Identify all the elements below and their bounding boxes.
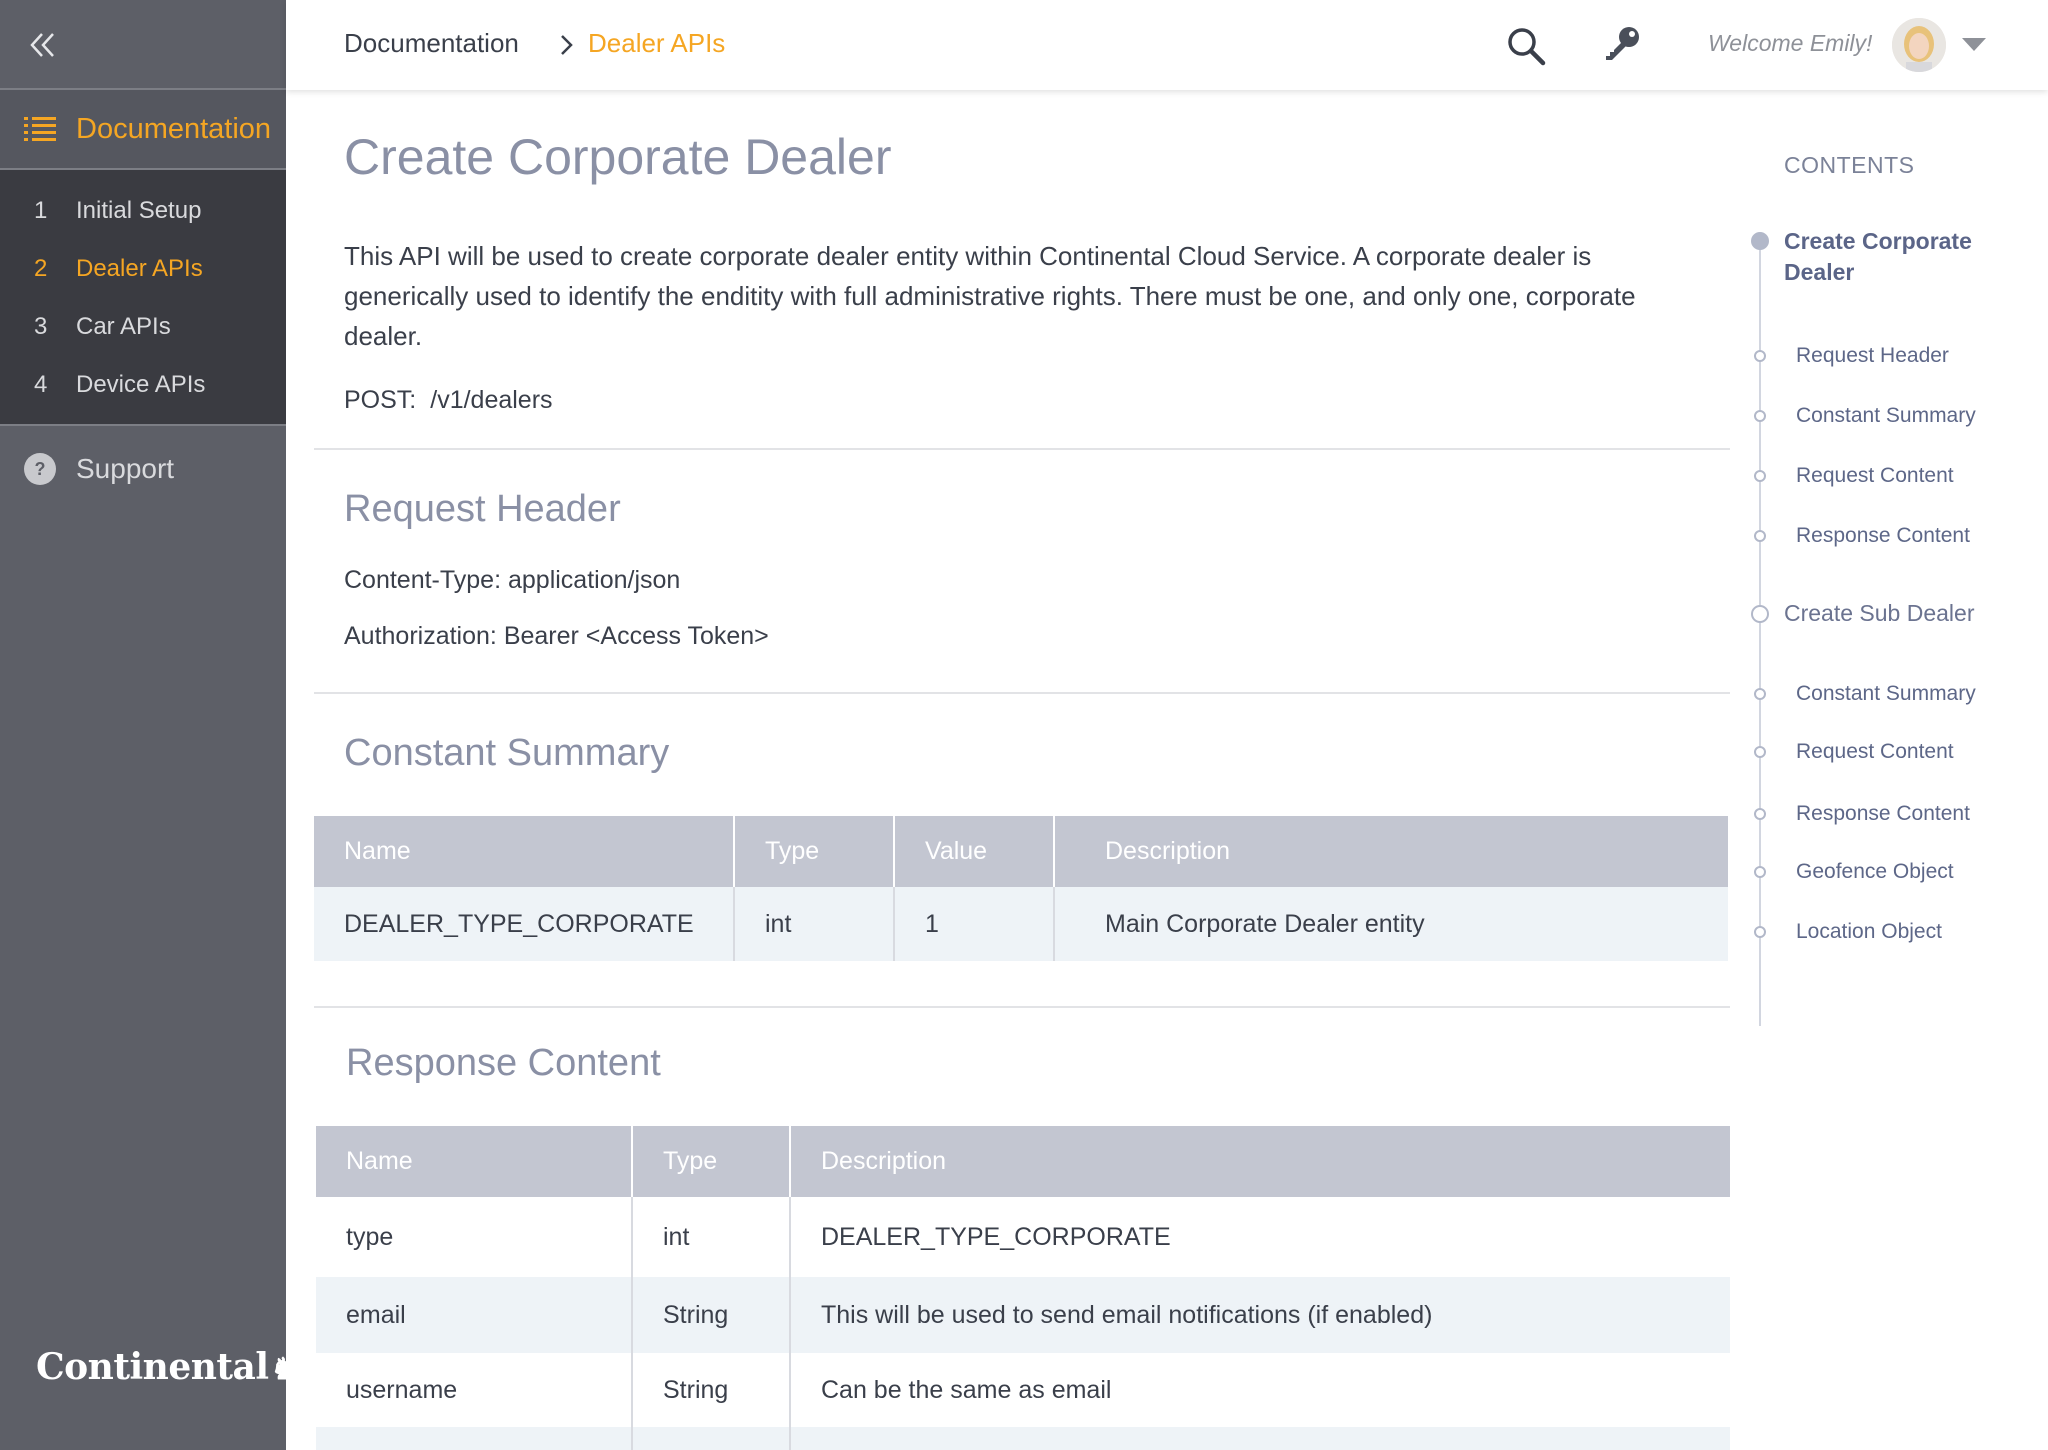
sidebar-top — [0, 0, 286, 90]
sidebar — [0, 0, 297, 1450]
help-icon: ? — [24, 453, 56, 485]
page-title: Create Corporate Dealer — [344, 129, 892, 185]
sidebar-item-documentation[interactable] — [0, 90, 286, 170]
toc-item-create-corporate-dealer[interactable]: Create Corporate Dealer — [1784, 228, 1972, 285]
toc-item-response-content-2[interactable]: Response Content — [1796, 802, 1970, 825]
sidebar-item-car-apis[interactable] — [0, 298, 286, 356]
sidebar-item-device-apis[interactable] — [0, 356, 286, 414]
response-content-table — [316, 1126, 1730, 1450]
search-icon[interactable] — [1506, 26, 1546, 66]
toc-marker — [1751, 605, 1769, 623]
constant-summary-table — [314, 816, 1728, 961]
section-title-request-header: Request Header — [344, 488, 621, 530]
key-icon[interactable] — [1602, 24, 1642, 64]
content-type-line: Content-Type: application/json — [344, 566, 681, 594]
chevron-right-icon — [558, 34, 576, 56]
table-cell: String — [632, 1277, 790, 1353]
table-cell: This will be used to send email notifications (if enabled) — [790, 1277, 1730, 1353]
toc-marker — [1754, 530, 1766, 542]
sidebar-item-dealer-apis[interactable] — [0, 240, 286, 298]
sidebar-item-support[interactable] — [0, 426, 286, 512]
contents-title: CONTENTS — [1784, 152, 1915, 178]
divider — [314, 1006, 1730, 1008]
toc-item-request-content[interactable]: Request Content — [1796, 464, 1954, 487]
endpoint-path: /v1/dealers — [430, 386, 553, 414]
toc-item-geofence-object[interactable]: Geofence Object — [1796, 860, 1954, 883]
sidebar-item-label: Initial Setup — [76, 197, 202, 224]
table-row — [316, 1197, 1730, 1277]
http-method: POST: — [344, 386, 417, 414]
toc-item-request-header[interactable]: Request Header — [1796, 344, 1949, 367]
column-header: Name — [314, 816, 734, 887]
table-cell: DEALER_TYPE_CORPORATE — [314, 887, 734, 961]
column-header: Type — [734, 816, 894, 887]
table-cell — [632, 1427, 790, 1450]
toc-marker — [1754, 350, 1766, 362]
sidebar-section-label: Documentation — [76, 112, 272, 145]
table-cell: String — [632, 1353, 790, 1427]
sidebar-item-number: 4 — [34, 371, 48, 398]
table-row — [316, 1427, 1730, 1450]
main-content — [314, 90, 1730, 1450]
toc-item-request-content-2[interactable]: Request Content — [1796, 740, 1954, 763]
table-header-row — [316, 1126, 1730, 1197]
table-row — [316, 1353, 1730, 1427]
table-cell — [316, 1427, 632, 1450]
section-title-response-content: Response Content — [346, 1042, 661, 1084]
endpoint-line — [344, 386, 553, 415]
table-cell — [790, 1427, 1730, 1450]
table-cell: 1 — [894, 887, 1054, 961]
divider — [314, 692, 1730, 694]
sidebar-item-number: 3 — [34, 313, 48, 340]
toc-item-response-content[interactable]: Response Content — [1796, 524, 1970, 547]
welcome-text: Welcome Emily! — [1708, 30, 1873, 56]
sidebar-subnav — [0, 170, 286, 426]
breadcrumb-current: Dealer APIs — [588, 28, 726, 58]
toc-item-create-sub-dealer[interactable]: Create Sub Dealer — [1784, 600, 1975, 626]
table-cell: int — [734, 887, 894, 961]
chevron-down-icon[interactable] — [1962, 38, 1986, 51]
list-icon — [24, 116, 56, 142]
toc-marker — [1754, 746, 1766, 758]
toc-marker — [1754, 688, 1766, 700]
toc-item-location-object[interactable]: Location Object — [1796, 920, 1942, 943]
sidebar-item-label: Dealer APIs — [76, 255, 203, 282]
column-header: Value — [894, 816, 1054, 887]
column-header: Name — [316, 1126, 632, 1197]
table-cell: Main Corporate Dealer entity — [1054, 887, 1728, 961]
table-cell: type — [316, 1197, 632, 1277]
top-bar — [286, 0, 2048, 90]
table-cell: Can be the same as email — [821, 1375, 1112, 1404]
avatar[interactable] — [1892, 18, 1946, 72]
sidebar-item-label: Device APIs — [76, 371, 206, 398]
sidebar-support-label: Support — [76, 453, 175, 484]
column-header: Type — [632, 1126, 790, 1197]
toc-marker — [1754, 926, 1766, 938]
toc-marker — [1754, 410, 1766, 422]
column-header: Description — [1054, 816, 1728, 887]
section-title-constant-summary: Constant Summary — [344, 732, 670, 774]
sidebar-item-label: Car APIs — [76, 313, 171, 340]
toc-item-constant-summary-2[interactable]: Constant Summary — [1796, 682, 1976, 705]
toc-item-constant-summary[interactable]: Constant Summary — [1796, 404, 1976, 427]
collapse-sidebar-icon[interactable] — [28, 30, 58, 60]
divider — [314, 448, 1730, 450]
continental-logo: Continental♞ — [36, 1346, 297, 1388]
column-header: Description — [790, 1126, 1730, 1197]
toc-marker — [1751, 232, 1769, 250]
toc-marker — [1754, 470, 1766, 482]
toc-marker — [1754, 808, 1766, 820]
breadcrumb-documentation[interactable]: Documentation — [344, 28, 519, 58]
sidebar-item-number: 1 — [34, 197, 48, 224]
table-cell: email — [316, 1277, 632, 1353]
sidebar-item-initial-setup[interactable] — [0, 182, 286, 240]
toc-marker — [1754, 866, 1766, 878]
table-cell: DEALER_TYPE_CORPORATE — [821, 1222, 1171, 1251]
contents-panel — [1736, 90, 2048, 990]
table-cell: username — [316, 1353, 632, 1427]
table-cell: int — [632, 1197, 790, 1277]
authorization-line: Authorization: Bearer <Access Token> — [344, 622, 769, 650]
table-header-row — [314, 816, 1728, 887]
user-avatar-icon — [1892, 18, 1946, 72]
sidebar-item-number: 2 — [34, 255, 48, 282]
table-row — [316, 1277, 1730, 1353]
table-row — [314, 887, 1728, 961]
page-intro: This API will be used to create corporate dealer entity within Continental Cloud Service. A corporate dealer is generically used to identify the enditity with full administrative rights. There must be one, and only one, corporate dealer. — [344, 241, 1636, 351]
